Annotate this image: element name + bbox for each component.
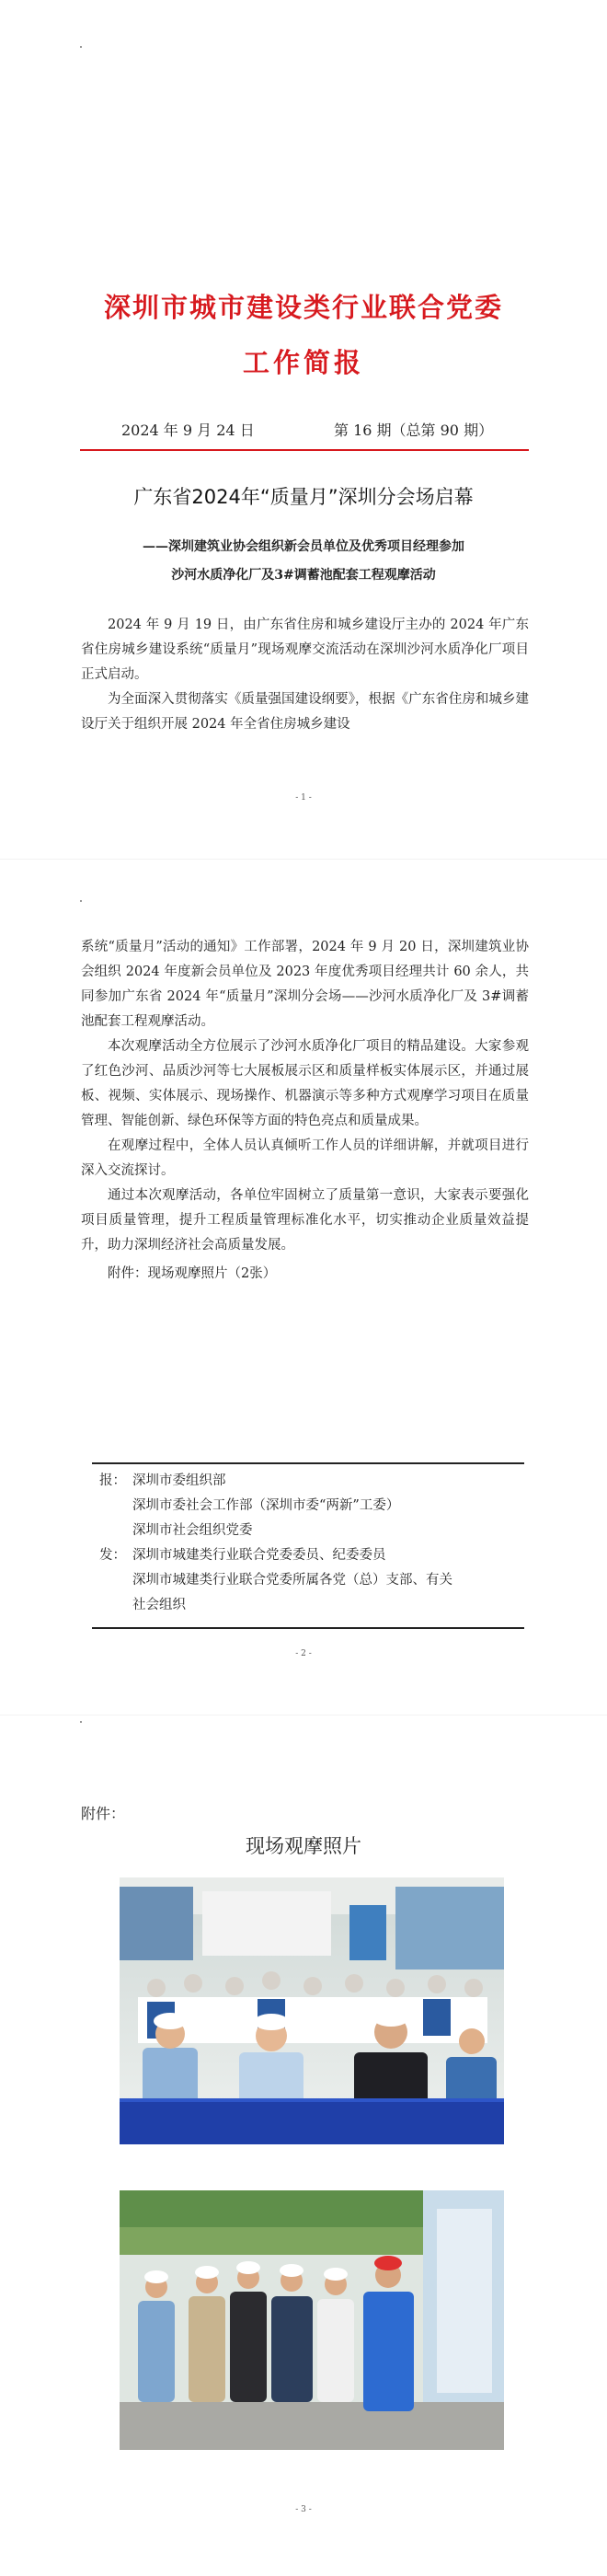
send-to-item: 社会组织 bbox=[132, 1598, 186, 1612]
paragraph-1: 2024 年 9 月 19 日，由广东省住房和城乡建设厅主办的 2024 年广东省住房城乡建设系统“质量月”现场观摩交流活动在深圳沙河水质净化厂项目正式启动。 bbox=[81, 618, 529, 682]
attachment-note: 附件：现场观摩照片（2张） bbox=[108, 1266, 277, 1281]
corner-mark bbox=[80, 1721, 82, 1723]
distribution-bottom-rule bbox=[92, 1627, 524, 1629]
paragraph-4: 在观摩过程中，全体人员认真倾听工作人员的详细讲解，并就项目进行深入交流探讨。 bbox=[81, 1138, 529, 1178]
paragraph-2-start: 为全面深入贯彻落实《质量强国建设纲要》，根据《广东省住房和城乡建设厅关于组织开展 2024 年全省住房城乡建设 bbox=[81, 692, 529, 732]
corner-mark bbox=[80, 46, 82, 48]
org-title: 深圳市城市建设类行业联合党委 bbox=[103, 292, 503, 323]
attachment-label: 附件： bbox=[81, 1805, 126, 1822]
paragraph-5: 通过本次观摩活动，各单位牢固树立了质量第一意识，大家表示要强化项目质量管理，提升工程质量管理标准化水平，切实推动企业质量效益提升，助力深圳经济社会高质量发展。 bbox=[81, 1188, 529, 1253]
report-to-item: 深圳市委组织部 bbox=[132, 1473, 226, 1488]
doc-type-title: 工作简报 bbox=[242, 347, 364, 378]
page-break bbox=[0, 859, 607, 860]
paragraph-3: 本次观摩活动全方位展示了沙河水质净化厂项目的精品建设。大家参观了红色沙河、品质沙河等七大展板展示区和质量样板实体展示区，并通过展板、视频、实体展示、现场操作、机器演示等多种方式观摩学习项目在质量管理、智能创新、绿色环保等方面的特色亮点和质量成果。 bbox=[81, 1039, 529, 1128]
page-number-2: - 2 - bbox=[295, 1649, 312, 1658]
issue-number: 第 16 期（总第 90 期） bbox=[334, 422, 494, 439]
article-headline: 广东省2024年“质量月”深圳分会场启幕 bbox=[133, 486, 474, 508]
paragraph-2-cont: 系统“质量月”活动的通知》工作部署，2024 年 9 月 20 日，深圳建筑业协会组织 2024 年度新会员单位及 2023 年度优秀项目经理共计 60 余人，共同参加广东省 2024 年“质量月”深圳分会场——沙河水质净化厂及 3#调蓄池配套工程观摩活动。 bbox=[81, 940, 529, 1029]
issue-date: 2024 年 9 月 24 日 bbox=[121, 422, 255, 439]
page1-body bbox=[81, 613, 529, 737]
header-rule bbox=[80, 449, 529, 451]
photos-title: 现场观摩照片 bbox=[246, 1835, 361, 1857]
article-subhead-1: ——深圳建筑业协会组织新会员单位及优秀项目经理参加 bbox=[143, 539, 464, 554]
report-to-item: 深圳市社会组织党委 bbox=[132, 1523, 253, 1538]
page-number-1: - 1 - bbox=[295, 793, 312, 803]
site-visit-photo-1 bbox=[120, 1877, 504, 2144]
distribution-top-rule bbox=[92, 1462, 524, 1464]
send-to-item: 深圳市城建类行业联合党委委员、纪委委员 bbox=[132, 1548, 386, 1563]
corner-mark bbox=[80, 900, 82, 902]
send-to-item: 深圳市城建类行业联合党委所属各党（总）支部、有关 bbox=[132, 1573, 452, 1588]
site-visit-photo-2 bbox=[120, 2190, 504, 2450]
send-to-label: 发： bbox=[99, 1548, 126, 1563]
article-subhead-2: 沙河水质净化厂及3#调蓄池配套工程观摩活动 bbox=[171, 568, 436, 583]
page2-body bbox=[81, 935, 529, 1287]
report-to-label: 报： bbox=[99, 1473, 126, 1488]
page-number-3: - 3 - bbox=[295, 2505, 312, 2514]
report-to-item: 深圳市委社会工作部（深圳市委“两新”工委） bbox=[132, 1498, 400, 1513]
